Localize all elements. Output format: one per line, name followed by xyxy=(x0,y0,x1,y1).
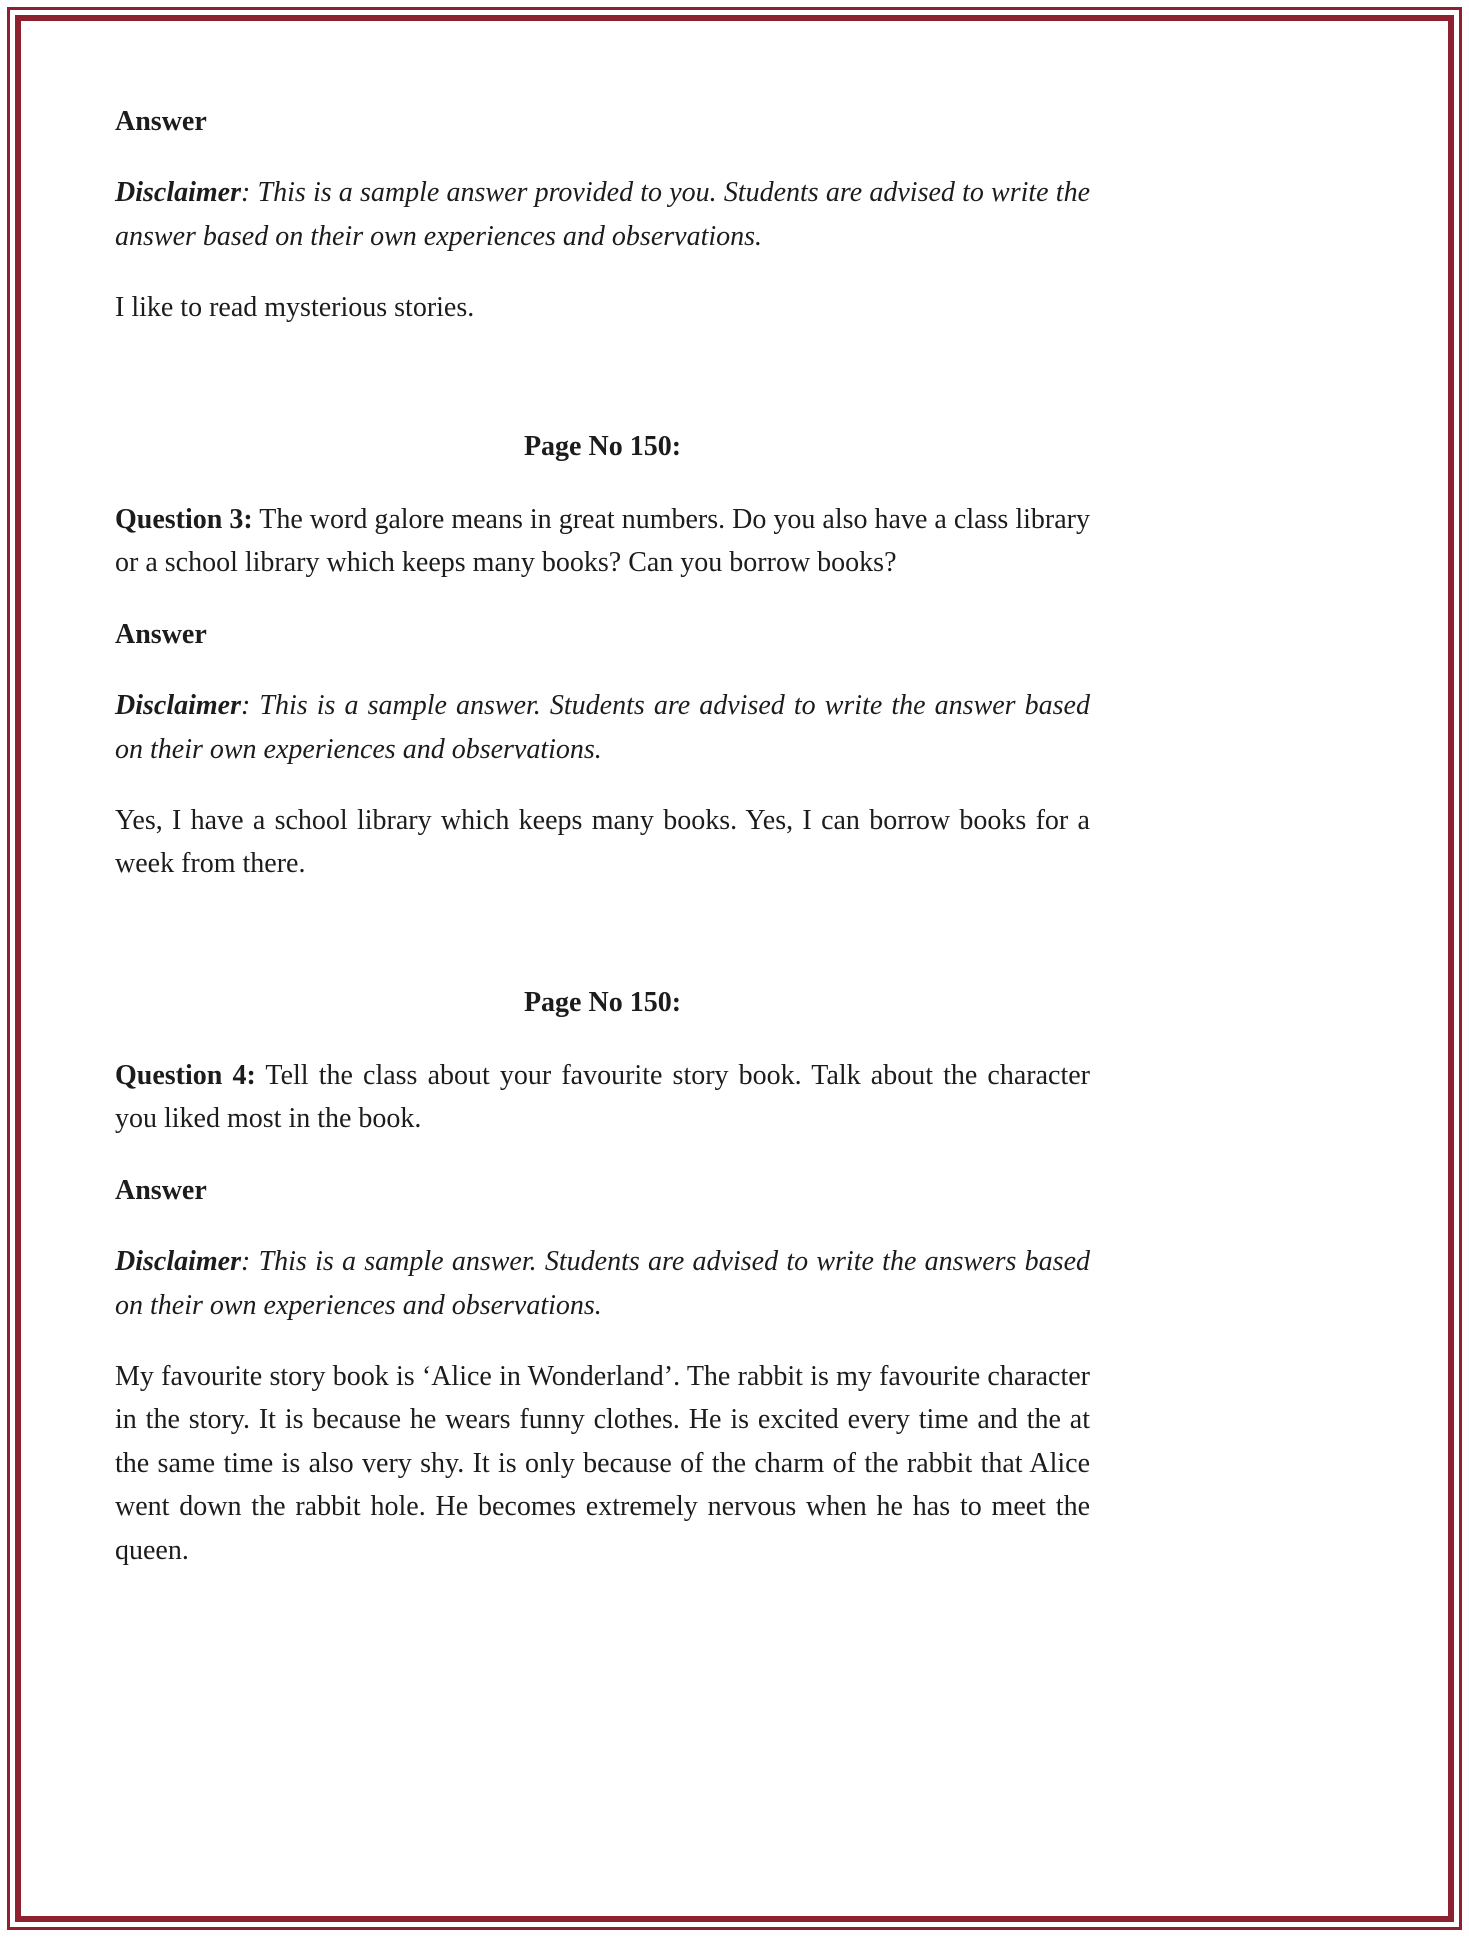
page-number-heading xyxy=(115,425,1090,468)
disclaimer-paragraph xyxy=(115,171,1090,258)
disclaimer-text: : This is a sample answer. Students are advised to write the answer based on their own experiences and observations. xyxy=(115,690,1090,765)
question-3-label: Question 3: xyxy=(115,503,253,535)
page-number-text: Page No 150: xyxy=(523,986,682,1018)
question-4-text: Tell the class about your favourite story book. Talk about the character you liked most in the book. xyxy=(115,1060,1090,1135)
disclaimer-text: : This is a sample answer provided to you. Students are advised to write the answer based on their own experiences and observations. xyxy=(115,177,1090,252)
disclaimer-paragraph xyxy=(115,1240,1090,1327)
paragraph-text: I like to read mysterious stories. xyxy=(115,292,475,324)
page-number-heading xyxy=(115,981,1090,1024)
answer-heading-text: Answer xyxy=(115,106,207,137)
disclaimer-label: Disclaimer xyxy=(115,177,241,209)
page-number-text: Page No 150: xyxy=(523,430,682,462)
question-4-paragraph xyxy=(115,1054,1090,1141)
body-paragraph xyxy=(115,286,1090,329)
answer-heading xyxy=(115,1169,1090,1212)
question-4-label: Question 4: xyxy=(115,1060,256,1092)
answer-heading xyxy=(115,613,1090,656)
body-paragraph xyxy=(115,1355,1090,1572)
paragraph-text: Yes, I have a school library which keeps many books. Yes, I can borrow books for a week from there. xyxy=(115,804,1090,880)
disclaimer-paragraph xyxy=(115,684,1090,771)
body-paragraph xyxy=(115,799,1090,886)
question-3-paragraph xyxy=(115,498,1090,585)
paragraph-text: My favourite story book is ‘Alice in Wonderland’. The rabbit is my favourite character in the story. It is because he wears funny clothes. He is excited every time and the at the same time is also very shy. It is only because of the charm of the rabbit that Alice went down the rabbit hole. He becomes extremely nervous when he has to meet the queen. xyxy=(115,1361,1090,1566)
document-page xyxy=(115,100,1090,1600)
answer-heading xyxy=(115,100,1090,143)
question-3-text: The word galore means in great numbers. Do you also have a class library or a school library which keeps many books? Can you borrow books? xyxy=(115,503,1090,579)
disclaimer-label: Disclaimer xyxy=(115,1246,241,1278)
disclaimer-text: : This is a sample answer. Students are advised to write the answers based on their own experiences and observations. xyxy=(115,1246,1090,1321)
answer-heading-text: Answer xyxy=(115,1174,207,1206)
disclaimer-label: Disclaimer xyxy=(115,690,241,722)
answer-heading-text: Answer xyxy=(115,618,207,650)
